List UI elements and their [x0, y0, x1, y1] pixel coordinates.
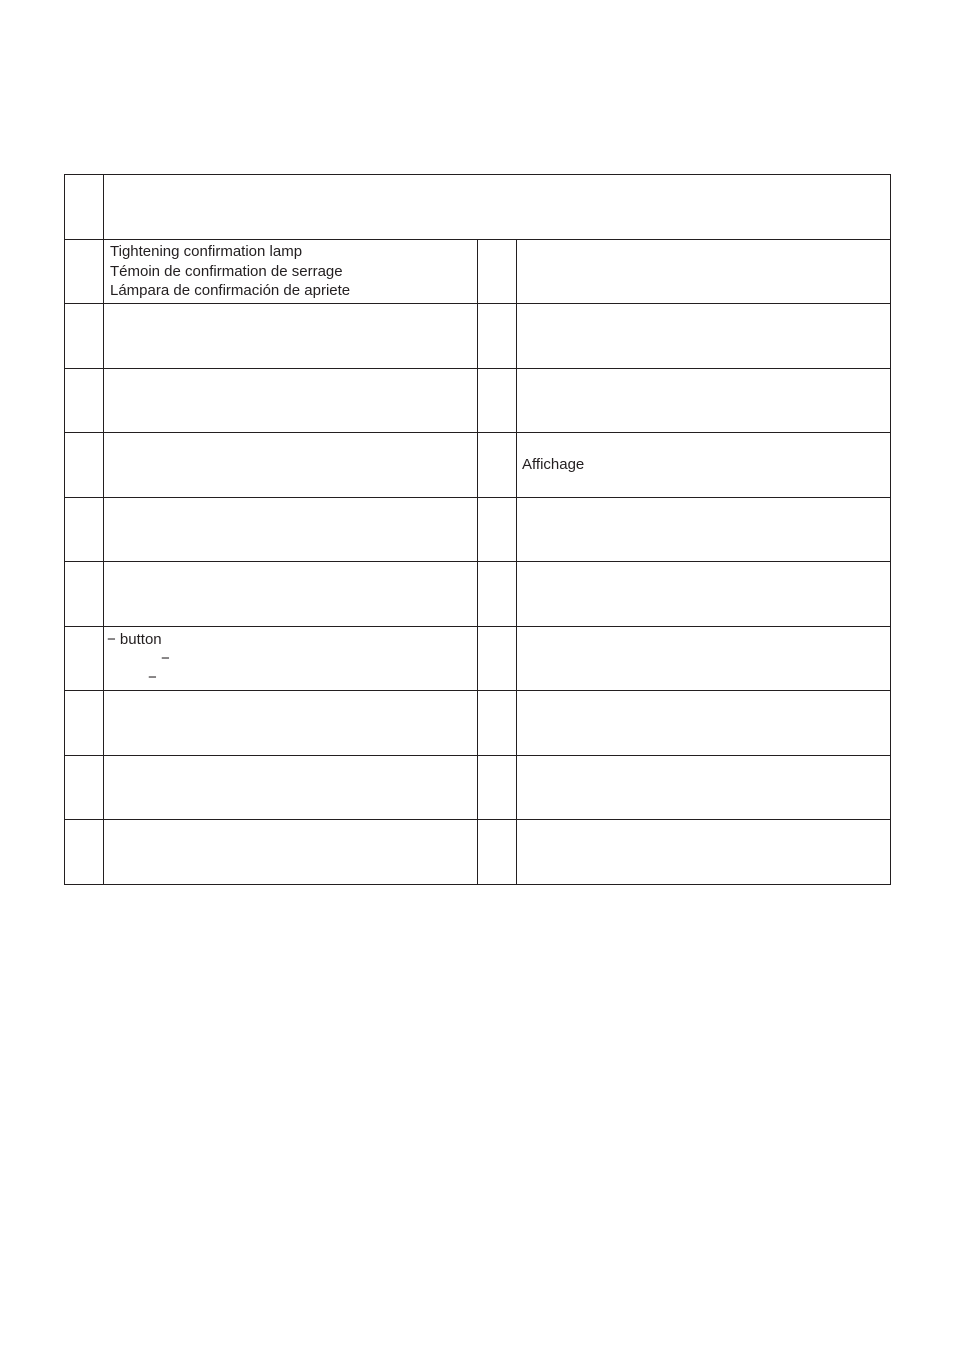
cell-text-line: Affichage [522, 456, 585, 473]
middle-divider-right [516, 239, 517, 885]
row-separator [64, 497, 891, 498]
table-border-right [890, 174, 891, 885]
row-separator [64, 561, 891, 562]
row-separator [64, 303, 891, 304]
cell-text-line: Tightening confirmation lamp [110, 243, 303, 260]
cell-text-line: Lámpara de confirmación de apriete [110, 282, 351, 299]
row-separator [64, 690, 891, 691]
row-separator [64, 755, 891, 756]
cell-text-line: − [148, 669, 157, 686]
middle-divider-left [477, 239, 478, 885]
row-separator [64, 432, 891, 433]
table-border-left [64, 174, 65, 885]
row-separator [64, 626, 891, 627]
cell-text-line: − button [107, 631, 162, 648]
row-separator [64, 819, 891, 820]
cell-text-line: Témoin de confirmation de serrage [110, 263, 343, 280]
row-separator [64, 239, 891, 240]
row-separator [64, 368, 891, 369]
table-border-top [64, 174, 891, 175]
cell-text-line: − [161, 650, 170, 667]
number-column-divider [103, 174, 104, 885]
